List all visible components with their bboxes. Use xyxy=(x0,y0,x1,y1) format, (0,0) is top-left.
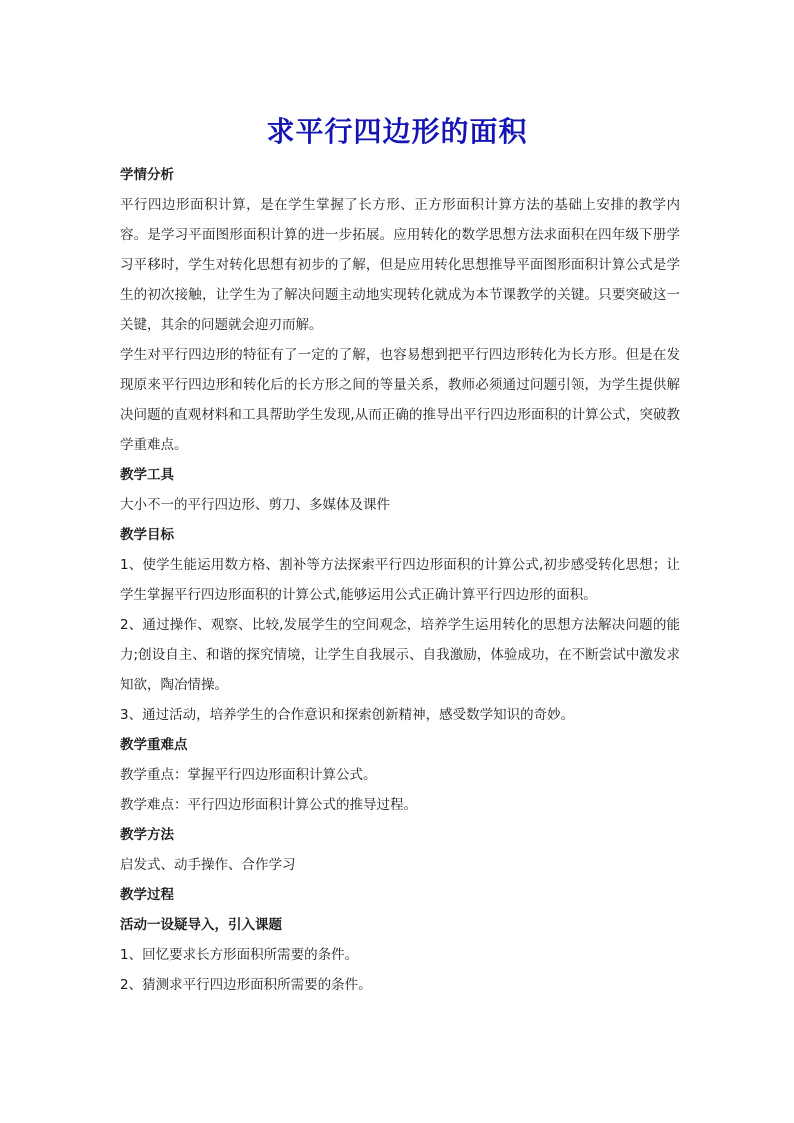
section-heading-analysis: 学情分析 xyxy=(120,167,174,183)
section-heading-process: 教学过程 xyxy=(120,887,174,903)
section-heading-keypoints: 教学重难点 xyxy=(120,737,188,753)
goal-item-3: 3、通过活动，培养学生的合作意识和探索创新精神，感受数学知识的奇妙。 xyxy=(120,707,575,723)
document-title: 求平行四边形的面积 xyxy=(266,115,528,148)
process-step-1: 1、回忆要求长方形面积所需要的条件。 xyxy=(120,947,359,963)
goal-item-2: 2、通过操作、观察、比较,发展学生的空间观念，培养学生运用转化的思想方法解决问题的能力;创设自主、和谐的探究情境，让学生自我展示、自我激励，体验成功，在不断尝试中激发求知欲，陶冶情操。 xyxy=(120,617,680,693)
process-step-2: 2、猜测求平行四边形面积所需要的条件。 xyxy=(120,977,372,993)
keypoint-focus: 教学重点：掌握平行四边形面积计算公式。 xyxy=(120,767,377,783)
section-heading-goals: 教学目标 xyxy=(120,527,174,543)
keypoint-difficulty: 教学难点：平行四边形面积计算公式的推导过程。 xyxy=(120,797,417,813)
activity-heading-1: 活动一设疑导入，引入课题 xyxy=(120,917,282,933)
goal-item-1: 1、使学生能运用数方格、割补等方法探索平行四边形面积的计算公式,初步感受转化思想；让学生掌握平行四边形面积的计算公式,能够运用公式正确计算平行四边形的面积。 xyxy=(120,557,680,603)
tools-text: 大小不一的平行四边形、剪刀、多媒体及课件 xyxy=(120,497,390,513)
analysis-paragraph-1: 平行四边形面积计算，是在学生掌握了长方形、正方形面积计算方法的基础上安排的教学内容。是学习平面图形面积计算的进一步拓展。应用转化的数学思想方法求面积在四年级下册学习平移时，学生对转化思想有初步的了解，但是应用转化思想推导平面图形面积计算公式是学生的初次接触，让学生为了解决问题主动地实现转化就成为本节课教学的关键。只要突破这一关键，其余的问题就会迎刃而解。 xyxy=(120,197,680,333)
section-heading-tools: 教学工具 xyxy=(120,467,174,483)
methods-text: 启发式、动手操作、合作学习 xyxy=(120,857,296,873)
analysis-paragraph-2: 学生对平行四边形的特征有了一定的了解，也容易想到把平行四边形转化为长方形。但是在发现原来平行四边形和转化后的长方形之间的等量关系，教师必须通过问题引领，为学生提供解决问题的直观材料和工具帮助学生发现,从而正确的推导出平行四边形面积的计算公式，突破教学重难点。 xyxy=(120,347,680,453)
document-body xyxy=(120,160,680,1000)
section-heading-methods: 教学方法 xyxy=(120,827,174,843)
